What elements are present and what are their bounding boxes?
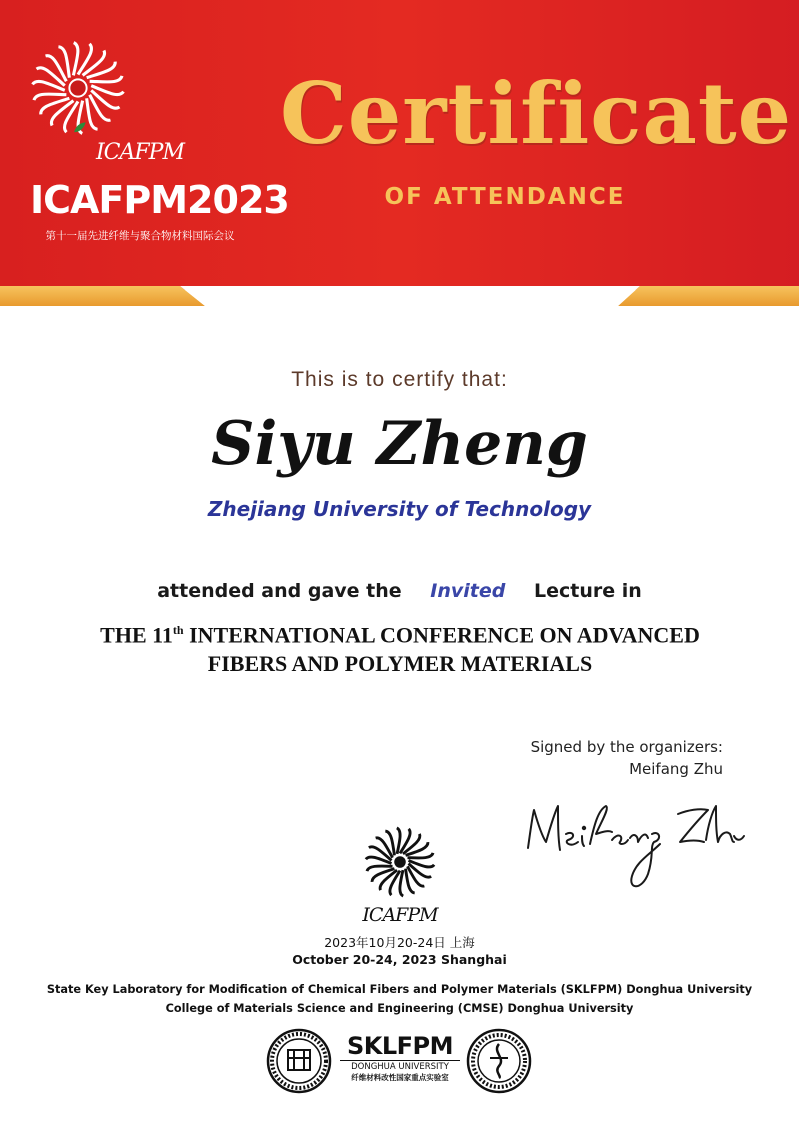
logo-conference-name: ICAFPM2023 [30,178,289,222]
conference-line-2: FIBERS AND POLYMER MATERIALS [207,651,593,677]
signer-name: Meifang Zhu [629,760,723,778]
logo-chinese-name: 第十一届先进纤维与聚合物材料国际会议 [45,230,235,242]
attended-suffix: Lecture in [534,580,642,602]
organizers [0,980,799,1018]
recipient-name: Siyu Zheng [211,409,588,479]
conference-line-1-text: INTERNATIONAL CONFERENCE ON ADVANCED [183,622,700,648]
icafpm-logo [30,40,289,250]
handwritten-signature [520,796,750,896]
date-english: October 20-24, 2023 Shanghai [292,952,507,967]
attendance-statement [0,580,799,602]
footer-logo [340,826,460,936]
signed-by-label: Signed by the organizers: [530,738,723,756]
conference-ordinal: THE 11 [100,622,173,648]
sklfpm-university: DONGHUA UNIVERSITY [340,1060,460,1072]
flower-logo-icon [364,826,436,898]
certificate-header [0,0,799,312]
attended-prefix: attended and gave the [157,580,402,602]
cmse-seal-icon [466,1028,532,1094]
sklfpm-logo [340,1034,460,1083]
organizer-line-2: College of Materials Science and Engineering (CMSE) Donghua University [165,1002,634,1015]
date-chinese: 2023年10月20-24日 上海 [324,935,475,950]
footer-logo-script: ICAFPM [362,904,438,926]
signature-block [531,736,723,780]
conference-dates [0,934,799,968]
conference-ordinal-suffix: th [172,623,184,637]
sklfpm-chinese-name: 纤维材料改性国家重点实验室 [351,1073,449,1082]
conference-line-1 [40,616,760,649]
lecture-type: Invited [430,580,506,602]
logo-script-text: ICAFPM [95,140,184,165]
certify-statement: This is to certify that: [291,368,508,391]
donghua-university-seal-icon [266,1028,332,1094]
certificate-title: Certificate [280,64,793,163]
organizer-line-1: State Key Laboratory for Modification of Chemical Fibers and Polymer Materials (SKLFPM) Donghua University [46,983,753,996]
flower-logo-icon [30,40,126,136]
recipient-affiliation: Zhejiang University of Technology [207,497,592,521]
certificate-subtitle: OF ATTENDANCE [384,184,626,210]
conference-name [40,616,760,678]
sklfpm-title: SKLFPM [346,1032,454,1060]
